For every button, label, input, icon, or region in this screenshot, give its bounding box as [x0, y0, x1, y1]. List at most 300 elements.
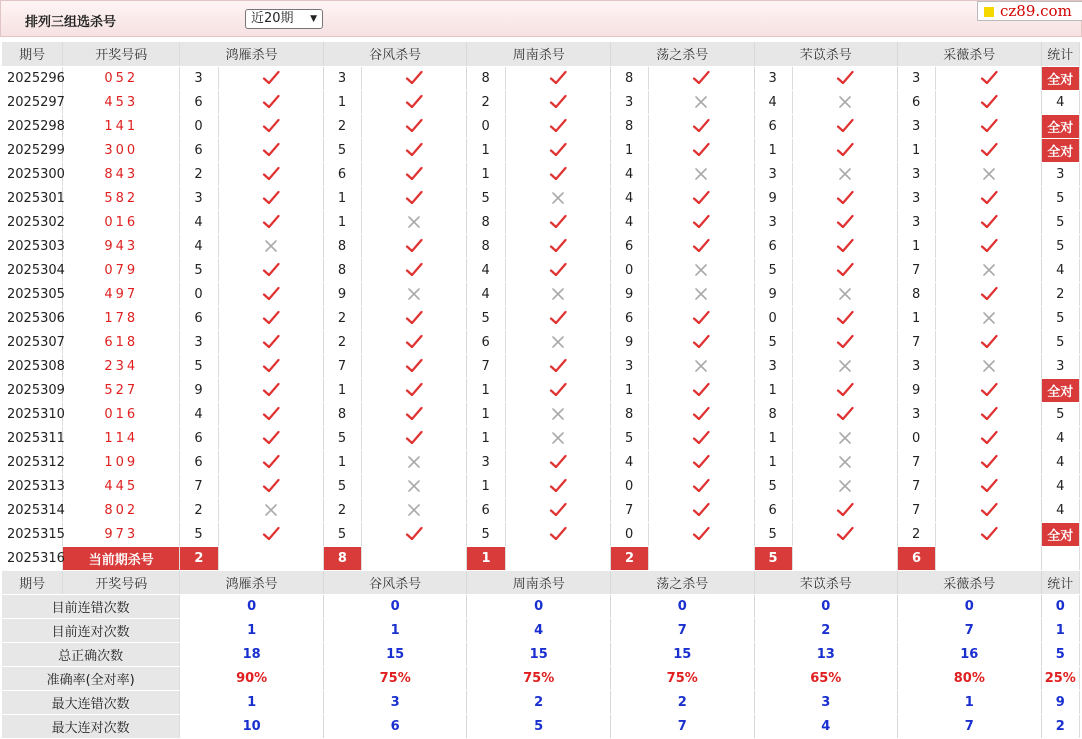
kill-number-cell: 7: [180, 474, 218, 498]
stat-cell: 5: [1041, 330, 1079, 354]
cross-icon: [407, 455, 421, 469]
cross-icon: [551, 191, 565, 205]
issue-cell: 2025311: [2, 426, 63, 450]
draw-number-cell: 527: [63, 378, 180, 402]
kill-number-cell: 6: [180, 426, 218, 450]
check-icon: [262, 382, 280, 398]
check-icon: [836, 310, 854, 326]
check-icon: [405, 526, 423, 542]
check-icon: [549, 142, 567, 158]
result-cell: [362, 282, 467, 306]
result-cell: [362, 378, 467, 402]
result-cell: [218, 66, 323, 90]
result-cell: [792, 402, 897, 426]
check-icon: [262, 406, 280, 422]
result-cell: [936, 138, 1041, 162]
result-cell: [505, 114, 610, 138]
kill-number-cell: 6: [323, 162, 361, 186]
kill-number-cell: 1: [467, 402, 505, 426]
kill-number-cell: 1: [754, 450, 792, 474]
kill-number-cell: 9: [754, 186, 792, 210]
current-empty-cell: [362, 546, 467, 570]
summary-value: 7: [610, 714, 754, 738]
kill-number-cell: 1: [467, 426, 505, 450]
result-cell: [649, 210, 754, 234]
col-issue: 期号: [2, 42, 63, 66]
summary-value: 1: [898, 690, 1042, 714]
cross-icon: [407, 287, 421, 301]
kill-number-cell: 3: [898, 162, 936, 186]
kill-number-cell: 2: [323, 306, 361, 330]
kill-number-cell: 1: [754, 426, 792, 450]
check-icon: [549, 94, 567, 110]
draw-number-cell: 300: [63, 138, 180, 162]
summary-value: 10: [180, 714, 324, 738]
kill-number-cell: 6: [467, 498, 505, 522]
stat-cell: 4: [1041, 498, 1079, 522]
issue-cell: 2025307: [2, 330, 63, 354]
kill-number-cell: 8: [323, 234, 361, 258]
check-icon: [549, 502, 567, 518]
result-cell: [505, 66, 610, 90]
summary-value: 3: [754, 690, 898, 714]
check-icon: [692, 406, 710, 422]
kill-number-cell: 4: [610, 210, 648, 234]
result-cell: [936, 402, 1041, 426]
result-cell: [505, 234, 610, 258]
kill-number-cell: 9: [754, 282, 792, 306]
kill-number-cell: 1: [323, 90, 361, 114]
check-icon: [405, 406, 423, 422]
check-icon: [692, 526, 710, 542]
summary-stat: 0: [1041, 594, 1079, 618]
issue-cell: 2025314: [2, 498, 63, 522]
table-row: [2, 282, 1080, 306]
check-icon: [980, 334, 998, 350]
check-icon: [549, 70, 567, 86]
check-icon: [549, 526, 567, 542]
summary-value: 75%: [323, 666, 467, 690]
check-icon: [836, 406, 854, 422]
kill-number-cell: 8: [467, 210, 505, 234]
summary-stat: 1: [1041, 618, 1079, 642]
check-icon: [262, 454, 280, 470]
result-cell: [792, 186, 897, 210]
kill-number-cell: 7: [898, 474, 936, 498]
kill-number-cell: 9: [323, 282, 361, 306]
summary-label: 总正确次数: [2, 642, 180, 666]
result-cell: [792, 162, 897, 186]
check-icon: [692, 454, 710, 470]
result-cell: [649, 138, 754, 162]
kill-number-cell: 6: [180, 450, 218, 474]
result-cell: [362, 258, 467, 282]
cross-icon: [694, 167, 708, 181]
result-cell: [505, 282, 610, 306]
stat-cell: 全对: [1041, 66, 1079, 90]
summary-value: 5: [467, 714, 611, 738]
check-icon: [262, 118, 280, 134]
col-stat: 统计: [1041, 42, 1079, 66]
summary-value: 0: [323, 594, 467, 618]
kill-number-cell: 0: [610, 522, 648, 546]
check-icon: [549, 358, 567, 374]
result-cell: [792, 282, 897, 306]
issue-cell: 2025315: [2, 522, 63, 546]
chevron-down-icon: ▼: [310, 14, 317, 24]
check-icon: [980, 118, 998, 134]
kill-number-cell: 0: [180, 114, 218, 138]
result-cell: [936, 186, 1041, 210]
check-icon: [980, 430, 998, 446]
check-icon: [262, 190, 280, 206]
kill-number-cell: 5: [323, 138, 361, 162]
check-icon: [980, 94, 998, 110]
issue-cell: 2025303: [2, 234, 63, 258]
kill-number-cell: 5: [467, 522, 505, 546]
table-row: [2, 354, 1080, 378]
kill-number-cell: 4: [180, 210, 218, 234]
col-expert-1: 谷风杀号: [323, 570, 467, 594]
current-issue-cell: 2025316: [2, 546, 63, 570]
check-icon: [836, 190, 854, 206]
kill-number-cell: 6: [898, 90, 936, 114]
issue-cell: 2025296: [2, 66, 63, 90]
check-icon: [549, 238, 567, 254]
result-cell: [362, 114, 467, 138]
summary-value: 1: [180, 618, 324, 642]
kill-number-cell: 9: [180, 378, 218, 402]
result-cell: [362, 138, 467, 162]
logo-square-icon: [984, 7, 994, 17]
summary-header: [2, 570, 1080, 594]
result-cell: [218, 282, 323, 306]
check-icon: [836, 382, 854, 398]
issue-cell: 2025302: [2, 210, 63, 234]
result-cell: [505, 426, 610, 450]
kill-number-cell: 2: [180, 498, 218, 522]
kill-number-cell: 5: [323, 426, 361, 450]
kill-number-cell: 8: [898, 282, 936, 306]
result-cell: [505, 498, 610, 522]
cross-icon: [694, 95, 708, 109]
kill-number-cell: 2: [323, 330, 361, 354]
kill-number-cell: 3: [323, 66, 361, 90]
kill-number-cell: 3: [754, 162, 792, 186]
check-icon: [692, 334, 710, 350]
result-cell: [362, 498, 467, 522]
kill-number-cell: 5: [180, 522, 218, 546]
draw-number-cell: 052: [63, 66, 180, 90]
table-row: [2, 234, 1080, 258]
draw-number-cell: 016: [63, 402, 180, 426]
check-icon: [405, 118, 423, 134]
draw-number-cell: 802: [63, 498, 180, 522]
check-icon: [836, 526, 854, 542]
current-empty-cell: [218, 546, 323, 570]
check-icon: [692, 502, 710, 518]
kill-number-cell: 2: [467, 90, 505, 114]
table-row: [2, 402, 1080, 426]
check-icon: [405, 334, 423, 350]
result-cell: [649, 162, 754, 186]
summary-label: 目前连错次数: [2, 594, 180, 618]
issue-cell: 2025306: [2, 306, 63, 330]
stat-cell: 4: [1041, 474, 1079, 498]
result-cell: [362, 162, 467, 186]
kill-number-cell: 4: [467, 258, 505, 282]
result-cell: [218, 450, 323, 474]
kill-number-cell: 3: [180, 66, 218, 90]
result-cell: [218, 258, 323, 282]
kill-number-cell: 0: [467, 114, 505, 138]
kill-number-cell: 8: [754, 402, 792, 426]
kill-number-cell: 1: [323, 186, 361, 210]
result-cell: [936, 354, 1041, 378]
result-cell: [505, 210, 610, 234]
kill-number-cell: 1: [467, 474, 505, 498]
current-kill-row: [2, 546, 1080, 570]
result-cell: [362, 306, 467, 330]
current-kill-cell: 2: [180, 546, 218, 570]
draw-number-cell: 114: [63, 426, 180, 450]
issue-cell: 2025305: [2, 282, 63, 306]
check-icon: [980, 190, 998, 206]
summary-value: 0: [898, 594, 1042, 618]
issue-cell: 2025299: [2, 138, 63, 162]
check-icon: [980, 478, 998, 494]
site-logo[interactable]: [977, 1, 1082, 21]
period-select-value: 近20期: [251, 11, 294, 26]
draw-number-cell: 141: [63, 114, 180, 138]
kill-number-cell: 0: [180, 282, 218, 306]
check-icon: [549, 262, 567, 278]
check-icon: [405, 70, 423, 86]
summary-value: 0: [180, 594, 324, 618]
summary-row: [2, 690, 1080, 714]
check-icon: [692, 190, 710, 206]
summary-value: 18: [180, 642, 324, 666]
kill-number-cell: 1: [610, 378, 648, 402]
check-icon: [980, 382, 998, 398]
kill-number-cell: 7: [898, 450, 936, 474]
table-row: [2, 90, 1080, 114]
result-cell: [792, 90, 897, 114]
kill-number-cell: 0: [754, 306, 792, 330]
result-cell: [649, 66, 754, 90]
kill-number-cell: 7: [467, 354, 505, 378]
cross-icon: [838, 455, 852, 469]
check-icon: [692, 70, 710, 86]
kill-number-cell: 1: [467, 378, 505, 402]
stat-cell: 全对: [1041, 522, 1079, 546]
result-cell: [505, 474, 610, 498]
summary-value: 0: [754, 594, 898, 618]
result-cell: [362, 474, 467, 498]
summary-value: 80%: [898, 666, 1042, 690]
check-icon: [549, 166, 567, 182]
summary-value: 6: [323, 714, 467, 738]
result-cell: [936, 210, 1041, 234]
result-cell: [649, 474, 754, 498]
check-icon: [262, 358, 280, 374]
kill-number-cell: 6: [610, 306, 648, 330]
check-icon: [405, 310, 423, 326]
current-stat-cell: [1041, 546, 1079, 570]
current-kill-cell: 8: [323, 546, 361, 570]
result-cell: [936, 90, 1041, 114]
col-expert-0: 鸿雁杀号: [180, 570, 324, 594]
stat-cell: 全对: [1041, 378, 1079, 402]
cross-icon: [694, 359, 708, 373]
result-cell: [218, 162, 323, 186]
kill-number-cell: 6: [180, 306, 218, 330]
cross-icon: [838, 287, 852, 301]
kill-number-cell: 6: [180, 138, 218, 162]
result-cell: [792, 258, 897, 282]
cross-icon: [551, 431, 565, 445]
kill-number-cell: 3: [898, 66, 936, 90]
summary-value: 7: [898, 618, 1042, 642]
check-icon: [980, 214, 998, 230]
summary-value: 90%: [180, 666, 324, 690]
summary-label: 最大连对次数: [2, 714, 180, 738]
kill-number-cell: 1: [323, 378, 361, 402]
result-cell: [505, 90, 610, 114]
result-cell: [505, 450, 610, 474]
draw-number-cell: 016: [63, 210, 180, 234]
table-row: [2, 522, 1080, 546]
result-cell: [649, 378, 754, 402]
result-cell: [792, 474, 897, 498]
result-cell: [362, 354, 467, 378]
result-cell: [792, 210, 897, 234]
kill-number-cell: 6: [754, 114, 792, 138]
issue-cell: 2025309: [2, 378, 63, 402]
table-row: [2, 138, 1080, 162]
stat-cell: 4: [1041, 426, 1079, 450]
result-cell: [649, 90, 754, 114]
stat-cell: 5: [1041, 402, 1079, 426]
result-cell: [649, 234, 754, 258]
summary-stat: 5: [1041, 642, 1079, 666]
kill-number-cell: 3: [898, 402, 936, 426]
result-cell: [218, 186, 323, 210]
result-cell: [936, 330, 1041, 354]
check-icon: [836, 262, 854, 278]
check-icon: [836, 70, 854, 86]
kill-number-cell: 1: [467, 162, 505, 186]
result-cell: [362, 450, 467, 474]
col-expert-2: 周南杀号: [467, 570, 611, 594]
result-cell: [362, 90, 467, 114]
result-cell: [936, 282, 1041, 306]
result-cell: [649, 402, 754, 426]
check-icon: [692, 238, 710, 254]
issue-cell: 2025301: [2, 186, 63, 210]
cross-icon: [982, 359, 996, 373]
result-cell: [792, 426, 897, 450]
result-cell: [792, 498, 897, 522]
summary-value: 16: [898, 642, 1042, 666]
col-expert-3: 荡之杀号: [610, 570, 754, 594]
kill-number-cell: 5: [754, 258, 792, 282]
result-cell: [936, 474, 1041, 498]
check-icon: [262, 310, 280, 326]
check-icon: [262, 214, 280, 230]
check-icon: [262, 334, 280, 350]
logo-text: cz89.com: [1000, 2, 1072, 20]
kill-number-cell: 8: [610, 66, 648, 90]
kill-number-cell: 8: [323, 258, 361, 282]
cross-icon: [407, 479, 421, 493]
col-expert-3: 荡之杀号: [610, 42, 754, 66]
result-cell: [649, 258, 754, 282]
result-cell: [218, 522, 323, 546]
summary-row: [2, 666, 1080, 690]
cross-icon: [264, 239, 278, 253]
kill-number-cell: 4: [467, 282, 505, 306]
draw-number-cell: 079: [63, 258, 180, 282]
summary-value: 1: [180, 690, 324, 714]
stat-cell: 3: [1041, 162, 1079, 186]
col-expert-0: 鸿雁杀号: [180, 42, 324, 66]
kill-number-cell: 0: [610, 258, 648, 282]
period-select[interactable]: [245, 9, 323, 29]
col-draw: 开奖号码: [63, 42, 180, 66]
check-icon: [980, 454, 998, 470]
draw-number-cell: 109: [63, 450, 180, 474]
issue-cell: 2025298: [2, 114, 63, 138]
current-kill-cell: 6: [898, 546, 936, 570]
result-cell: [218, 138, 323, 162]
check-icon: [980, 142, 998, 158]
kill-number-cell: 5: [180, 354, 218, 378]
col-expert-5: 采薇杀号: [898, 42, 1042, 66]
draw-number-cell: 445: [63, 474, 180, 498]
result-cell: [792, 378, 897, 402]
result-cell: [505, 522, 610, 546]
issue-cell: 2025310: [2, 402, 63, 426]
draw-number-cell: 178: [63, 306, 180, 330]
summary-row: [2, 618, 1080, 642]
result-cell: [792, 114, 897, 138]
table-row: [2, 498, 1080, 522]
result-cell: [936, 522, 1041, 546]
draw-number-cell: 234: [63, 354, 180, 378]
kill-number-cell: 1: [610, 138, 648, 162]
stat-cell: 全对: [1041, 114, 1079, 138]
draw-number-cell: 582: [63, 186, 180, 210]
check-icon: [549, 454, 567, 470]
check-icon: [980, 526, 998, 542]
result-cell: [936, 162, 1041, 186]
cross-icon: [551, 335, 565, 349]
summary-value: 7: [898, 714, 1042, 738]
issue-cell: 2025313: [2, 474, 63, 498]
issue-cell: 2025304: [2, 258, 63, 282]
summary-stat: 9: [1041, 690, 1079, 714]
draw-number-cell: 973: [63, 522, 180, 546]
kill-number-cell: 4: [180, 402, 218, 426]
kill-number-cell: 7: [898, 330, 936, 354]
col-expert-4: 芣苡杀号: [754, 570, 898, 594]
result-cell: [362, 330, 467, 354]
result-cell: [649, 354, 754, 378]
check-icon: [405, 382, 423, 398]
cross-icon: [407, 215, 421, 229]
result-cell: [218, 378, 323, 402]
